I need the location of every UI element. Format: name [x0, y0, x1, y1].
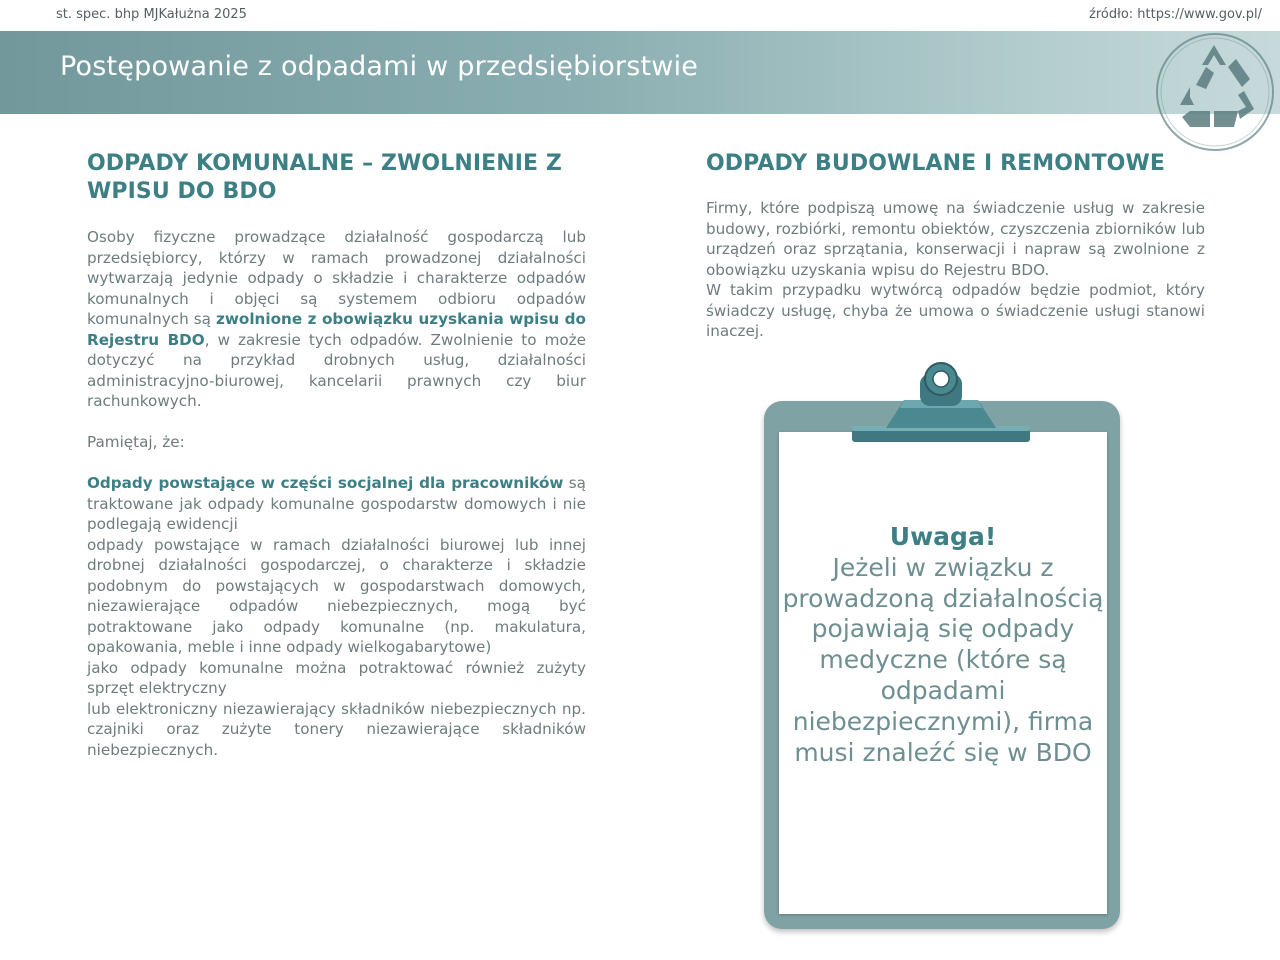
left-p1-text-b: , w zakresie tych odpadów. Zwolnienie to może dotyczyć na przykład drobnych usług, działalności administracyjno-biurowej, kancelarii prawnych czy biur rachunkowych. — [87, 330, 586, 410]
left-p3-bold: Odpady powstające w części socjalnej dla pracowników — [87, 474, 564, 492]
right-column — [706, 198, 1205, 342]
left-column — [87, 227, 586, 760]
left-paragraph-4: odpady powstające w ramach działalności biurowej lub innej drobnej działalności gospodarczej, o charakterze i składzie podobnym do powstających w gospodarstwach domowych, niezawierające odpadów niebezpiecznych, mogą być potraktowane jako odpady komunalne (np. makulatura, opakowania, meble i inne odpady wielkogabarytowe) — [87, 535, 586, 656]
source-link[interactable]: źródło: https://www.gov.pl/ — [1089, 7, 1262, 22]
author-credit: st. spec. bhp MJKałużna 2025 — [56, 7, 247, 22]
clipboard-note — [779, 522, 1107, 768]
page-title: Postępowanie z odpadami w przedsiębiorstwie — [60, 51, 699, 82]
note-title: Uwaga! — [889, 522, 997, 551]
recycle-icon — [1150, 27, 1280, 157]
spacer — [87, 453, 586, 474]
note-text: Jeżeli w związku z prowadzoną działalnością pojawiają się odpady medyczne (które są odpadami niebezpiecznymi), firma musi znaleźć się w BDO — [782, 552, 1104, 767]
left-heading: ODPADY KOMUNALNE – ZWOLNIENIE Z WPISU DO BDO — [87, 151, 562, 204]
title-banner — [0, 31, 1280, 114]
left-paragraph-1 — [87, 227, 586, 412]
left-paragraph-3 — [87, 473, 586, 535]
left-p3-text: są traktowane jak odpady komunalne gospodarstw domowych i nie podlegają ewidencji — [87, 474, 586, 533]
left-paragraph-2: Pamiętaj, że: — [87, 433, 185, 451]
right-paragraph-2: W takim przypadku wytwórcą odpadów będzie podmiot, który świadczy usługę, chyba że umowa o świadczenie usługi stanowi inaczej. — [706, 281, 1205, 340]
right-heading: ODPADY BUDOWLANE I REMONTOWE — [706, 151, 1165, 176]
clipboard-clip-icon — [846, 360, 1036, 450]
left-p1-text-a: Osoby fizyczne prowadzące działalność gospodarczą lub przedsiębiorcy, którzy w ramach prowadzonej działalności wytwarzają jedynie odpady o składzie i charakterze odpadów komunalnych i objęci są systemem odbioru odpadów komunalnych są — [87, 228, 586, 328]
right-paragraph-1: Firmy, które podpiszą umowę na świadczenie usług w zakresie budowy, rozbiórki, remontu obiektów, czyszczenia zbiorników lub urządzeń oraz sprzątania, konserwacji i napraw są zwolnione z obowiązku uzyskania wpisu do Rejestru BDO. — [706, 199, 1205, 279]
left-paragraph-6: lub elektroniczny niezawierający składników niebezpiecznych np. czajniki oraz zużyte tonery niezawierające składników niebezpiecznych. — [87, 699, 586, 759]
left-p1-bold: zwolnione z obowiązku uzyskania wpisu do Rejestru BDO — [87, 310, 586, 349]
spacer — [87, 412, 586, 433]
left-paragraph-5: jako odpady komunalne można potraktować również zużyty sprzęt elektryczny — [87, 658, 586, 697]
